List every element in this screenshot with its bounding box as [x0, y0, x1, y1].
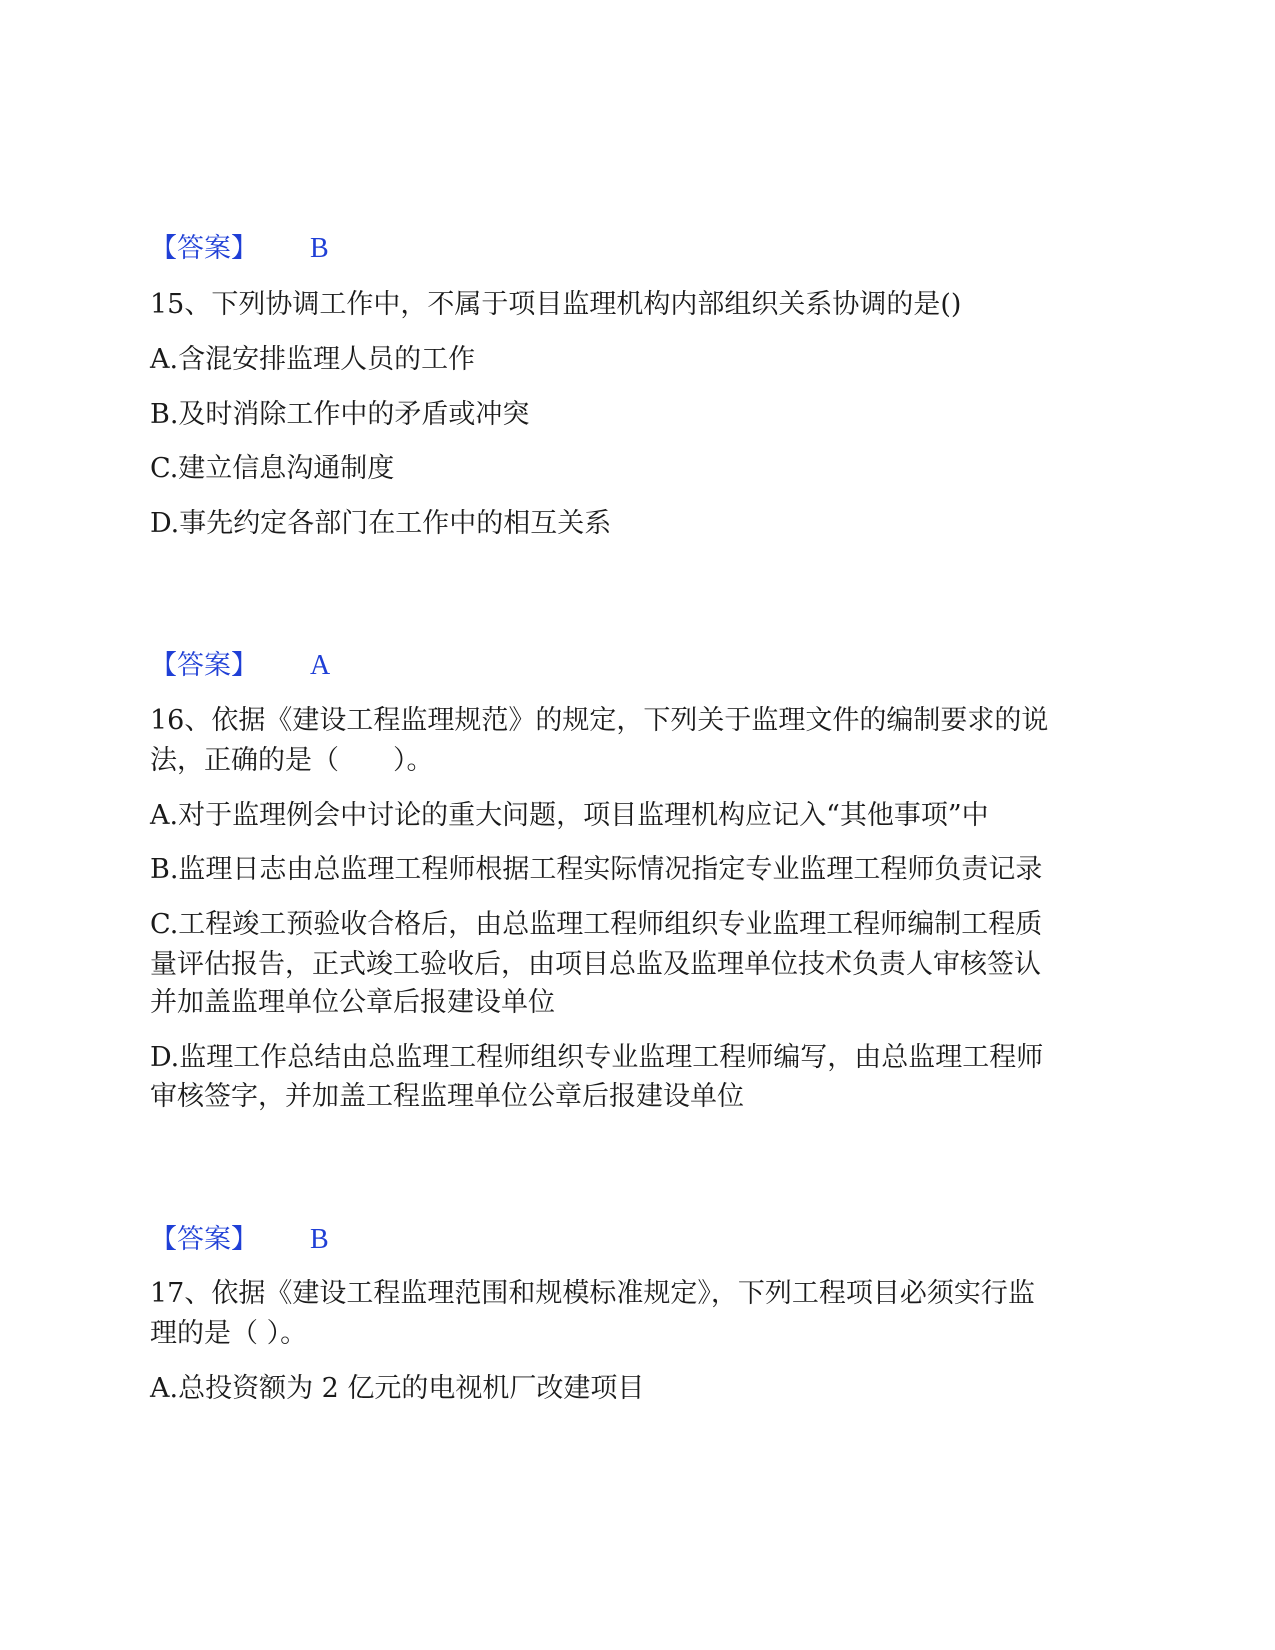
answer-value: B — [310, 1224, 329, 1255]
answer-label: 【答案】 — [150, 650, 258, 681]
answer-row — [150, 1220, 329, 1260]
question-stem-line-2: 理的是（ ）。 — [150, 1318, 308, 1349]
answer-value: A — [310, 650, 331, 681]
option-a: A.总投资额为 2 亿元的电视机厂改建项目 — [150, 1373, 645, 1404]
answer-label: 【答案】 — [150, 233, 258, 264]
option-a: A.含混安排监理人员的工作 — [150, 344, 476, 375]
answer-row — [150, 646, 330, 686]
question-stem-line-1: 16、依据《建设工程监理规范》的规定，下列关于监理文件的编制要求的说 — [150, 705, 1049, 736]
option-c-line-1: C.工程竣工预验收合格后，由总监理工程师组织专业监理工程师编制工程质 — [150, 909, 1043, 940]
option-d-line-2: 审核签字，并加盖工程监理单位公章后报建设单位 — [150, 1081, 744, 1112]
option-c-line-2: 量评估报告，正式竣工验收后，由项目总监及监理单位技术负责人审核签认 — [150, 949, 1041, 980]
question-stem-line-2: 法，正确的是（ ）。 — [150, 745, 434, 776]
answer-label: 【答案】 — [150, 1224, 258, 1255]
question-stem-line-1: 17、依据《建设工程监理范围和规模标准规定》，下列工程项目必须实行监 — [150, 1278, 1035, 1309]
answer-value: B — [310, 233, 329, 264]
option-d: D.事先约定各部门在工作中的相互关系 — [150, 508, 612, 539]
option-d-line-1: D.监理工作总结由总监理工程师组织专业监理工程师编写，由总监理工程师 — [150, 1042, 1044, 1073]
option-a: A.对于监理例会中讨论的重大问题，项目监理机构应记入“其他事项”中 — [150, 800, 989, 831]
option-b: B.监理日志由总监理工程师根据工程实际情况指定专业监理工程师负责记录 — [150, 854, 1043, 885]
option-c-line-3: 并加盖监理单位公章后报建设单位 — [150, 987, 555, 1018]
option-c: C.建立信息沟通制度 — [150, 453, 395, 484]
option-b: B.及时消除工作中的矛盾或冲突 — [150, 399, 530, 430]
answer-row — [150, 229, 329, 269]
question-stem: 15、下列协调工作中，不属于项目监理机构内部组织关系协调的是() — [150, 289, 962, 320]
